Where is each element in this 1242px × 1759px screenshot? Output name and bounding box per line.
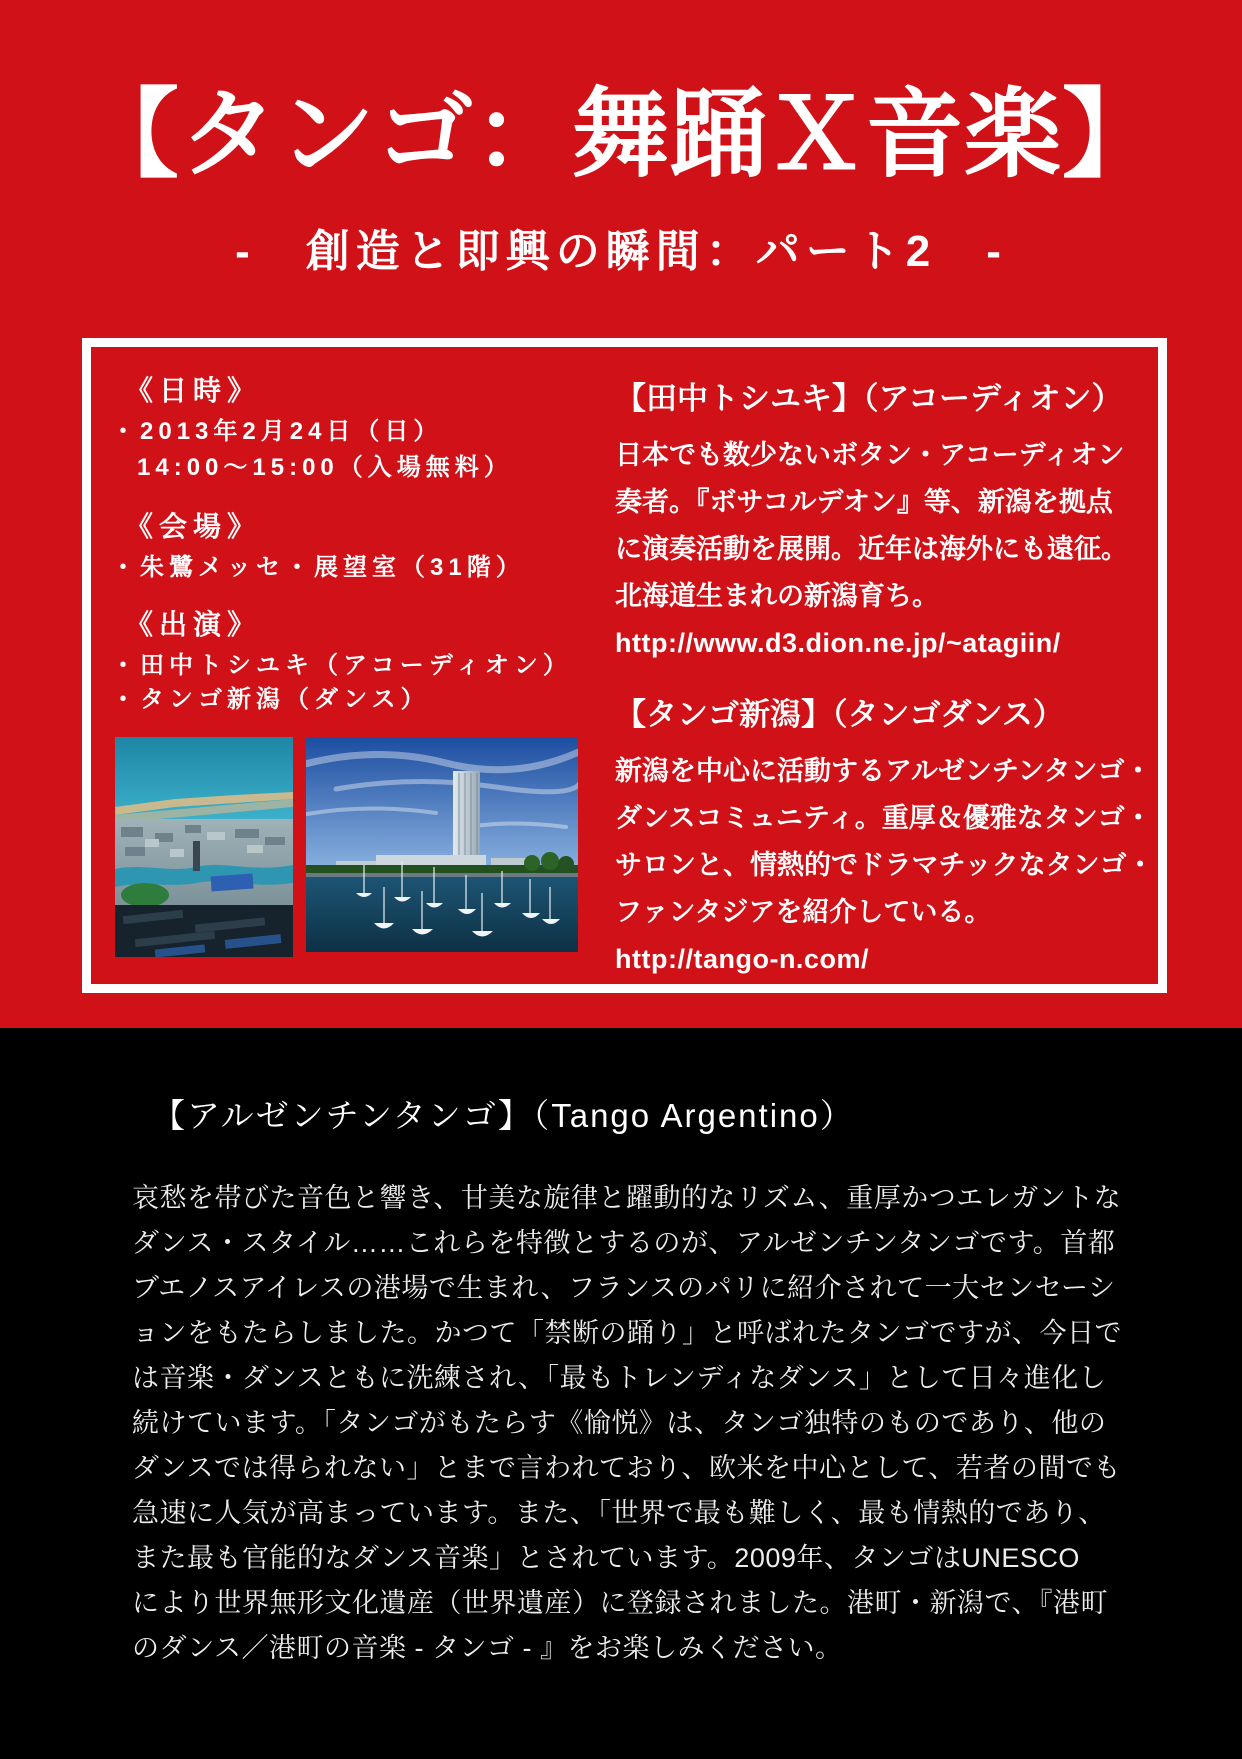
argentino-line: は音楽・ダンスともに洗練され、「最もトレンディなダンス」として日々進化し — [132, 1363, 1107, 1393]
profile-tango-niigata — [615, 689, 1160, 975]
argentino-line: ダンスでは得られない」とまで言われており、欧米を中心として、若者の間でも — [132, 1453, 1121, 1483]
profile-tanaka-name: 【田中トシユキ】 — [615, 381, 863, 416]
profile-tango-niigata-line: サロンと、情熱的でドラマチックなタンゴ・ — [615, 850, 1154, 880]
profile-tango-niigata-name: 【タンゴ新潟】 — [615, 697, 832, 732]
datetime-date: ・2013年2月24日（日） — [111, 418, 443, 445]
performer-accordion: ・田中トシユキ（アコーディオン） — [111, 652, 572, 679]
toki-messe-harbor-yachts-photo — [306, 737, 578, 952]
aerial-niigata-port-photo — [115, 737, 293, 957]
performers-heading: 《出演》 — [125, 609, 262, 640]
argentino-line: のダンス／港町の音楽 - タンゴ - 』をお楽しみください。 — [132, 1633, 843, 1663]
profile-tango-niigata-url: http://tango-n.com/ — [615, 944, 869, 974]
flyer-title: 【タンゴ：舞踊Ｘ音楽】 — [82, 80, 1160, 189]
profile-tango-niigata-line: ダンスコミュニティ。重厚＆優雅なタンゴ・ — [615, 803, 1152, 833]
datetime-time: 14:00～15:00（入場無料） — [137, 454, 513, 481]
datetime-heading: 《日時》 — [125, 375, 262, 406]
argentino-line: ョンをもたらしました。かつて「禁断の踊り」と呼ばれたタンゴですが、今日で — [132, 1318, 1122, 1348]
argentino-line: ブエノスアイレスの港場で生まれ、フランスのパリに紹介されて一大センセーシ — [132, 1273, 1116, 1303]
argentino-line: また最も官能的なダンス音楽」とされています。2009年、タンゴはUNESCO — [132, 1543, 1080, 1573]
event-info-box — [82, 338, 1167, 993]
argentino-line: 哀愁を帯びた音色と響き、甘美な旋律と躍動的なリズム、重厚かつエレガントな — [132, 1183, 1122, 1213]
venue-heading: 《会場》 — [125, 511, 262, 542]
venue-name: ・朱鷺メッセ・展望室（31階） — [111, 554, 525, 581]
argentino-heading: 【アルゼンチンタンゴ】（Tango Argentino） — [152, 1097, 855, 1134]
argentino-description — [132, 1176, 1132, 1671]
performer-dance: ・タンゴ新潟（ダンス） — [111, 686, 430, 713]
flyer-subtitle: - 創造と即興の瞬間：パート2 - — [235, 227, 1007, 276]
profile-tanaka-url: http://www.d3.dion.ne.jp/~atagiin/ — [615, 628, 1061, 658]
argentino-line: 続けています。「タンゴがもたらす《愉悦》は、タンゴ独特のものであり、他の — [132, 1408, 1107, 1438]
profile-tanaka-line: 日本でも数少ないボタン・アコーディオン — [615, 440, 1125, 470]
profile-tanaka-line: 奏者。『ボサコルデオン』等、新潟を拠点 — [615, 487, 1113, 517]
argentino-line: ダンス・スタイル……これらを特徴とするのが、アルゼンチンタンゴです。首都 — [132, 1228, 1116, 1258]
profile-tango-niigata-line: ファンタジアを紹介している。 — [615, 897, 992, 927]
argentino-section — [0, 1028, 1242, 1759]
argentino-line: により世界無形文化遺産（世界遺産）に登録されました。港町・新潟で、『港町 — [132, 1588, 1108, 1618]
profile-tanaka-line: 北海道生まれの新潟育ち。 — [615, 581, 939, 611]
argentino-line: 急速に人気が高まっています。また、「世界で最も難しく、最も情熱的であり、 — [132, 1498, 1106, 1528]
profile-tango-niigata-role: （タンゴダンス） — [832, 697, 1064, 732]
profile-tanaka-line: に演奏活動を展開。近年は海外にも遠征。 — [615, 534, 1128, 564]
profile-tanaka — [615, 373, 1160, 659]
profile-tango-niigata-title — [615, 689, 1160, 734]
profile-tanaka-title — [615, 373, 1160, 418]
profile-tango-niigata-line: 新潟を中心に活動するアルゼンチンタンゴ・ — [615, 756, 1152, 786]
profile-tanaka-role: （アコーディオン） — [863, 381, 1123, 416]
